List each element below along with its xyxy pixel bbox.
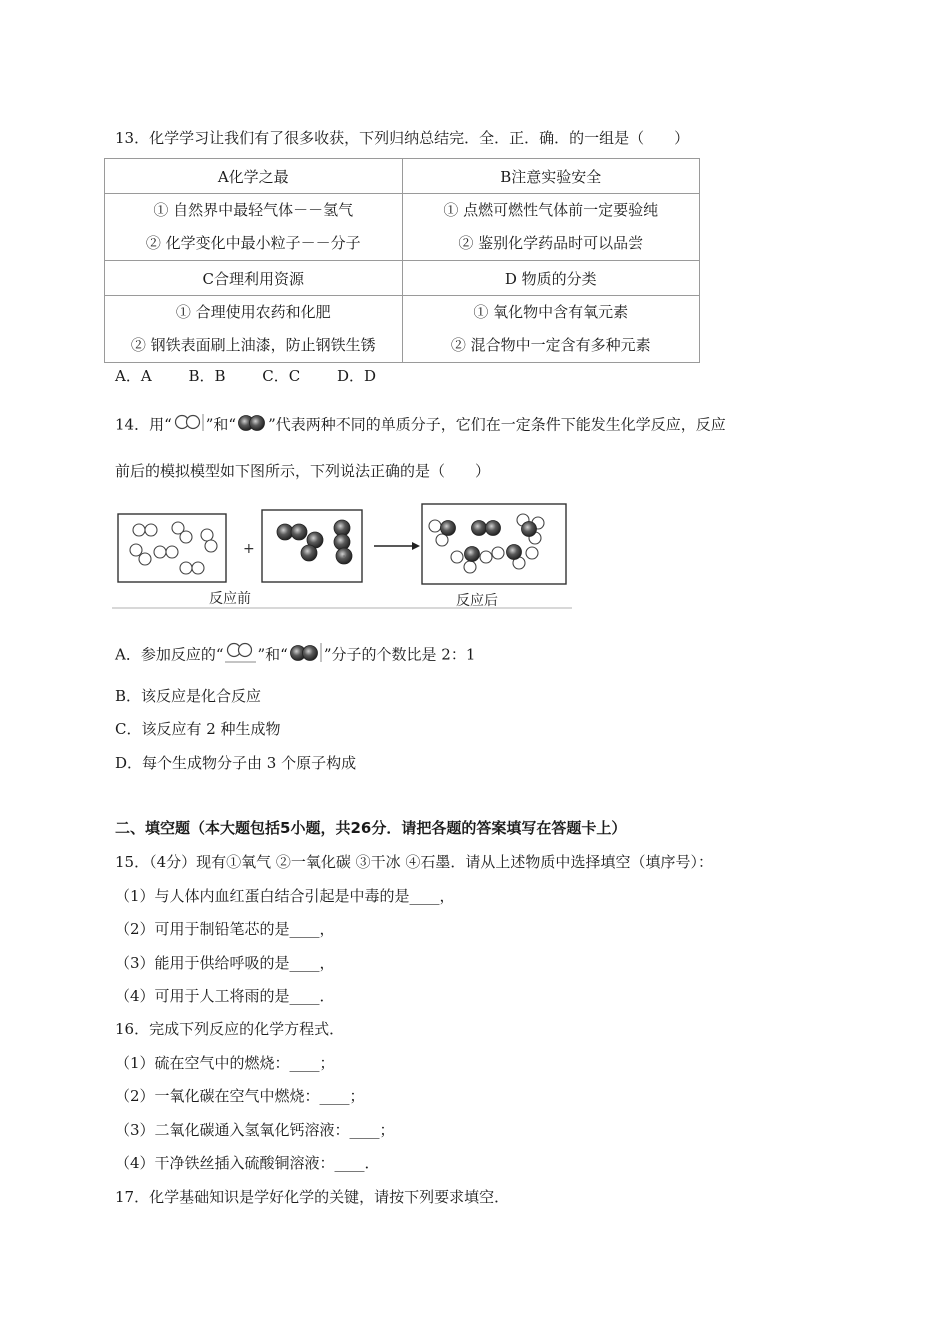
q13-table (104, 158, 700, 363)
q13-d-item-2: ② 混合物中一定含有多种元素 (450, 336, 651, 354)
q15-item-2: （2）可用于制铅笔芯的是____， (115, 920, 335, 938)
q13-option-a[interactable]: A．A (115, 367, 152, 385)
q13-cell-d-title: D 物质的分类 (402, 261, 700, 296)
dark-molecule-icon (236, 412, 268, 439)
q13-cell-c-items (105, 296, 403, 363)
reaction-model-figure (112, 500, 572, 616)
q13-option-c[interactable]: C．C (262, 367, 301, 385)
q16-stem: 16．完成下列反应的化学方程式． (115, 1020, 345, 1038)
q15-item-3: （3）能用于供给呼吸的是____， (115, 954, 335, 972)
q13-c-item-2: ② 钢铁表面刷上油漆，防止钢铁生锈 (130, 336, 376, 354)
q16-item-1: （1）硫在空气中的燃烧：____； (115, 1054, 335, 1072)
q15-item-1: （1）与人体内血红蛋白结合引起是中毒的是____， (115, 887, 455, 905)
q13-d-item-1: ① 氧化物中含有氧元素 (473, 303, 629, 321)
q13-stem: 13．化学学习让我们有了很多收获，下列归纳总结完．全．正．确．的一组是（ ） (115, 129, 690, 147)
q16-item-2: （2）一氧化碳在空气中燃烧：____； (115, 1087, 365, 1105)
q13-options (115, 366, 408, 386)
q14-stem-line1 (115, 412, 726, 439)
q14-option-c[interactable]: C．该反应有 2 种生成物 (115, 720, 281, 738)
q15-item-4: （4）可用于人工将雨的是____． (115, 987, 335, 1005)
q13-cell-c-title: C合理利用资源 (105, 261, 403, 296)
q16-item-4: （4）干净铁丝插入硫酸铜溶液：____． (115, 1154, 380, 1172)
dark-molecule-icon (288, 641, 324, 670)
q13-a-item-1: ① 自然界中最轻气体－－氢气 (153, 201, 354, 219)
q15-stem: 15．（4分）现有①氧气 ②一氧化碳 ③干冰 ④石墨．请从上述物质中选择填空（填序号）： (115, 853, 713, 871)
q13-cell-b-items (402, 194, 700, 261)
after-label: 反应后 (456, 593, 498, 609)
before-label: 反应前 (209, 591, 251, 607)
q14-stem-line2: 前后的模拟模型如下图所示，下列说法正确的是（ ） (115, 462, 491, 480)
q14-stem-part1: 14．用“ (115, 415, 172, 434)
q14-option-d[interactable]: D．每个生成物分子由 3 个原子构成 (115, 754, 357, 772)
q14-stem-part3: ”代表两种不同的单质分子，它们在一定条件下能发生化学反应，反应 (268, 415, 726, 434)
q13-cell-a-title: A化学之最 (105, 159, 403, 194)
section2-title: 二、填空题（本大题包括5小题，共26分．请把各题的答案填写在答题卡上） (115, 819, 627, 837)
q13-cell-d-items (402, 296, 700, 363)
q13-option-d[interactable]: D．D (337, 367, 377, 385)
q13-c-item-1: ① 合理使用农药和化肥 (175, 303, 331, 321)
white-molecule-icon (224, 641, 258, 670)
q13-cell-a-items (105, 194, 403, 261)
q13-b-item-2: ② 鉴别化学药品时可以品尝 (458, 234, 644, 252)
q14-option-b[interactable]: B．该反应是化合反应 (115, 687, 262, 705)
q13-cell-b-title: B注意实验安全 (402, 159, 700, 194)
q14-optA-part1: A．参加反应的“ (115, 645, 224, 664)
q13-a-item-2: ② 化学变化中最小粒子－－分子 (145, 234, 361, 252)
q14-stem-part2: ”和“ (205, 415, 237, 434)
q16-item-3: （3）二氧化碳通入氢氧化钙溶液：____； (115, 1121, 395, 1139)
q17-stem: 17．化学基础知识是学好化学的关键，请按下列要求填空． (115, 1188, 510, 1206)
q14-optA-part3: ”分子的个数比是 2：1 (323, 645, 476, 664)
plus-sign: + (243, 541, 255, 557)
q14-option-a[interactable] (115, 641, 475, 670)
white-molecule-icon (172, 412, 206, 439)
q13-b-item-1: ① 点燃可燃性气体前一定要验纯 (443, 201, 659, 219)
q14-optA-part2: ”和“ (257, 645, 288, 664)
q13-option-b[interactable]: B．B (188, 367, 226, 385)
